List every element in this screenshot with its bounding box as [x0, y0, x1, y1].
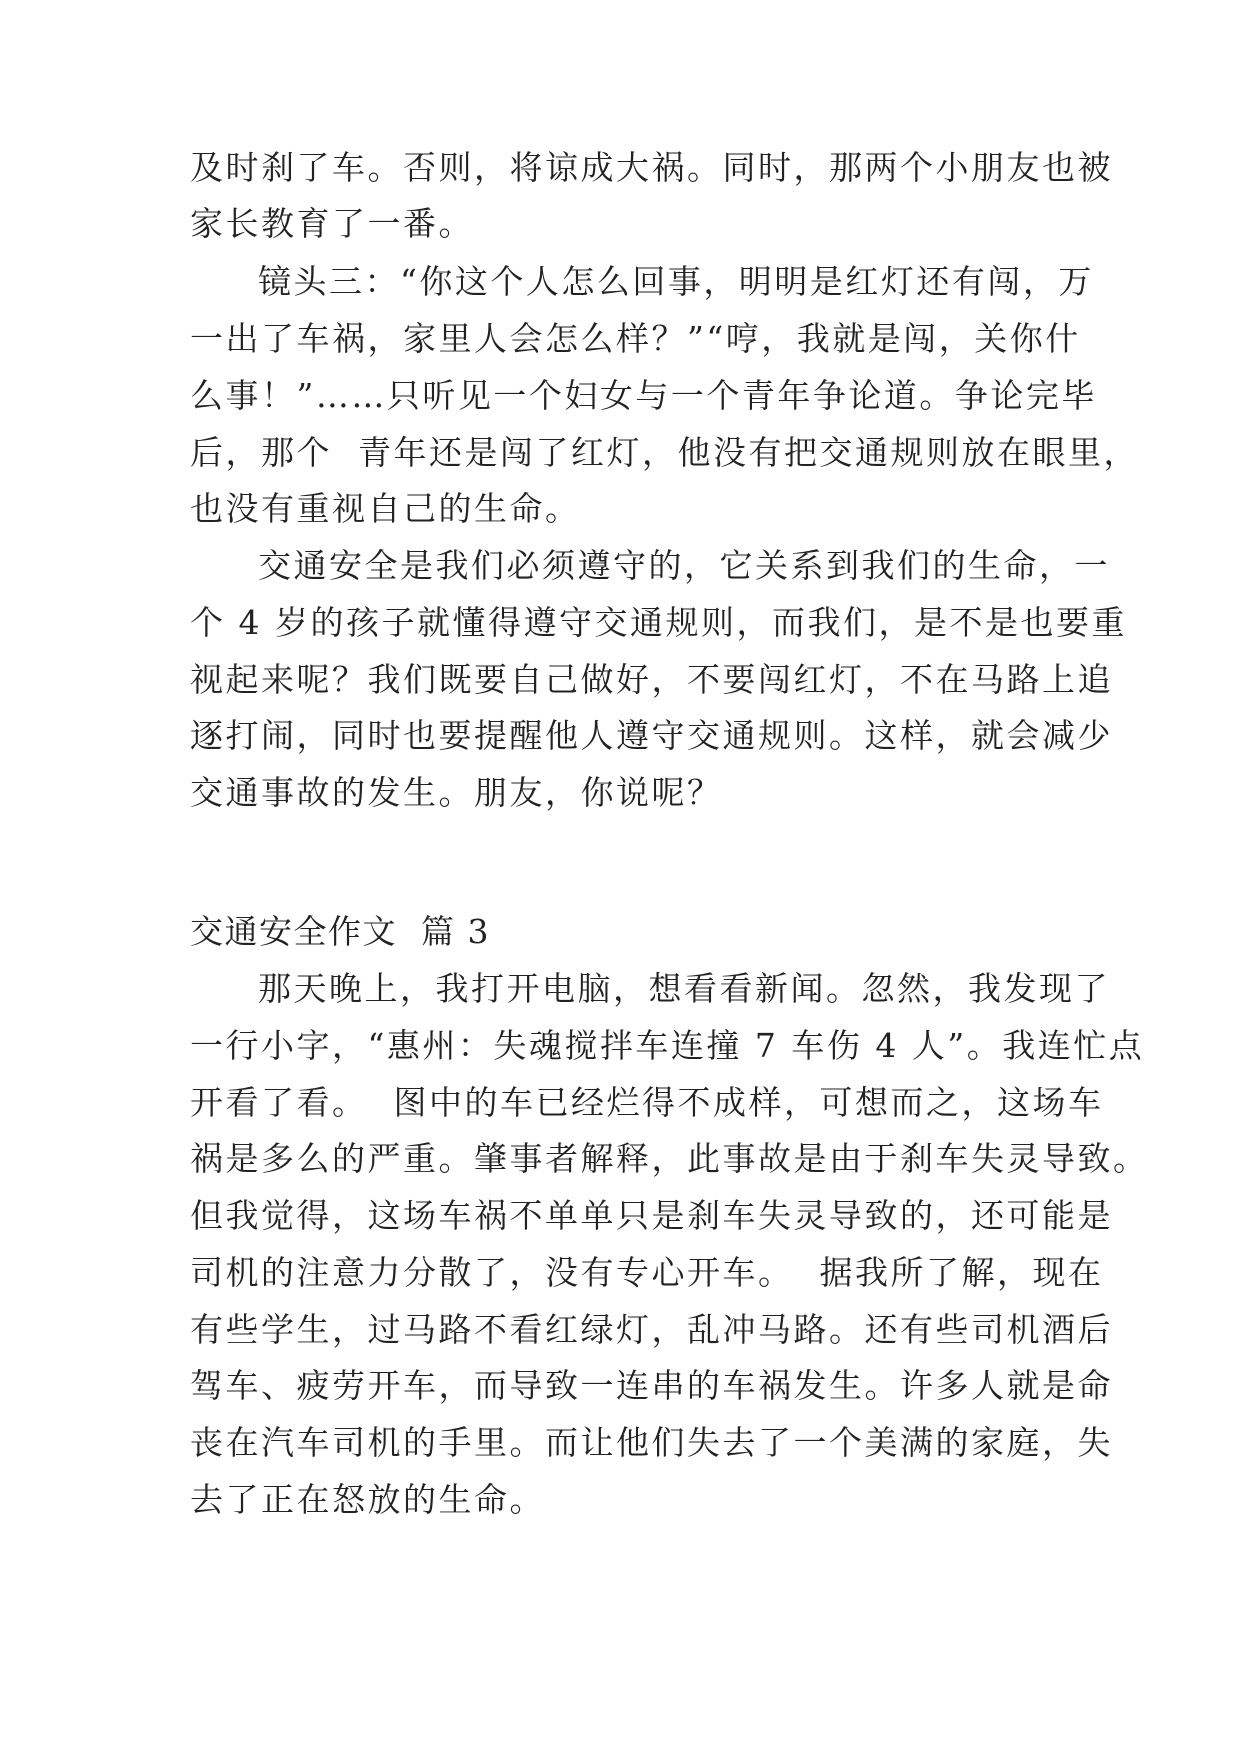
- text-line: 交通安全是我们必须遵守的，它关系到我们的生命，一: [258, 546, 1110, 585]
- text-line: 一行小字，“惠州：失魂搅拌车连撞 7 车伤 4 人”。我连忙点: [190, 1026, 1145, 1065]
- text-line: 一出了车祸，家里人会怎么样？”“哼，我就是闯，关你什: [190, 319, 1081, 358]
- text-line: 司机的注意力分散了，没有专心开车。 据我所了解，现在: [190, 1253, 1104, 1292]
- text-line: 也没有重视自己的生命。: [190, 489, 581, 528]
- text-line: 去了正在怒放的生命。: [190, 1480, 545, 1519]
- text-line: 但我觉得，这场车祸不单单只是刹车失灵导致的，还可能是: [190, 1196, 1113, 1235]
- section-heading: 交通安全作文 篇 3: [190, 912, 490, 951]
- text-line: 那天晚上，我打开电脑，想看看新闻。忽然，我发现了: [258, 969, 1110, 1008]
- text-line: 视起来呢？我们既要自己做好，不要闯红灯，不在马路上追: [190, 660, 1113, 699]
- text-line: 后，那个 青年还是闯了红灯，他没有把交通规则放在眼里，: [190, 433, 1139, 472]
- text-line: 么事！”……只听见一个妇女与一个青年争论道。争论完毕: [190, 376, 1097, 415]
- text-line: 丧在汽车司机的手里。而让他们失去了一个美满的家庭，失: [190, 1423, 1113, 1462]
- text-line: 有些学生，过马路不看红绿灯，乱冲马路。还有些司机酒后: [190, 1310, 1113, 1349]
- text-line: 开看了看。 图中的车已经烂得不成样，可想而之，这场车: [190, 1083, 1104, 1122]
- text-line: 家长教育了一番。: [190, 204, 474, 243]
- text-line: 及时刹了车。否则，将谅成大祸。同时，那两个小朋友也被: [190, 148, 1113, 187]
- text-line: 镜头三：“你这个人怎么回事，明明是红灯还有闯，万: [258, 262, 1094, 301]
- text-line: 个 4 岁的孩子就懂得遵守交通规则，而我们，是不是也要重: [190, 603, 1127, 642]
- text-line: 驾车、疲劳开车，而导致一连串的车祸发生。许多人就是命: [190, 1366, 1113, 1405]
- text-line: 交通事故的发生。朋友，你说呢？: [190, 773, 723, 812]
- text-line: 逐打闹，同时也要提醒他人遵守交通规则。这样，就会减少: [190, 716, 1113, 755]
- text-line: 祸是多么的严重。肇事者解释，此事故是由于刹车失灵导致。: [190, 1139, 1149, 1178]
